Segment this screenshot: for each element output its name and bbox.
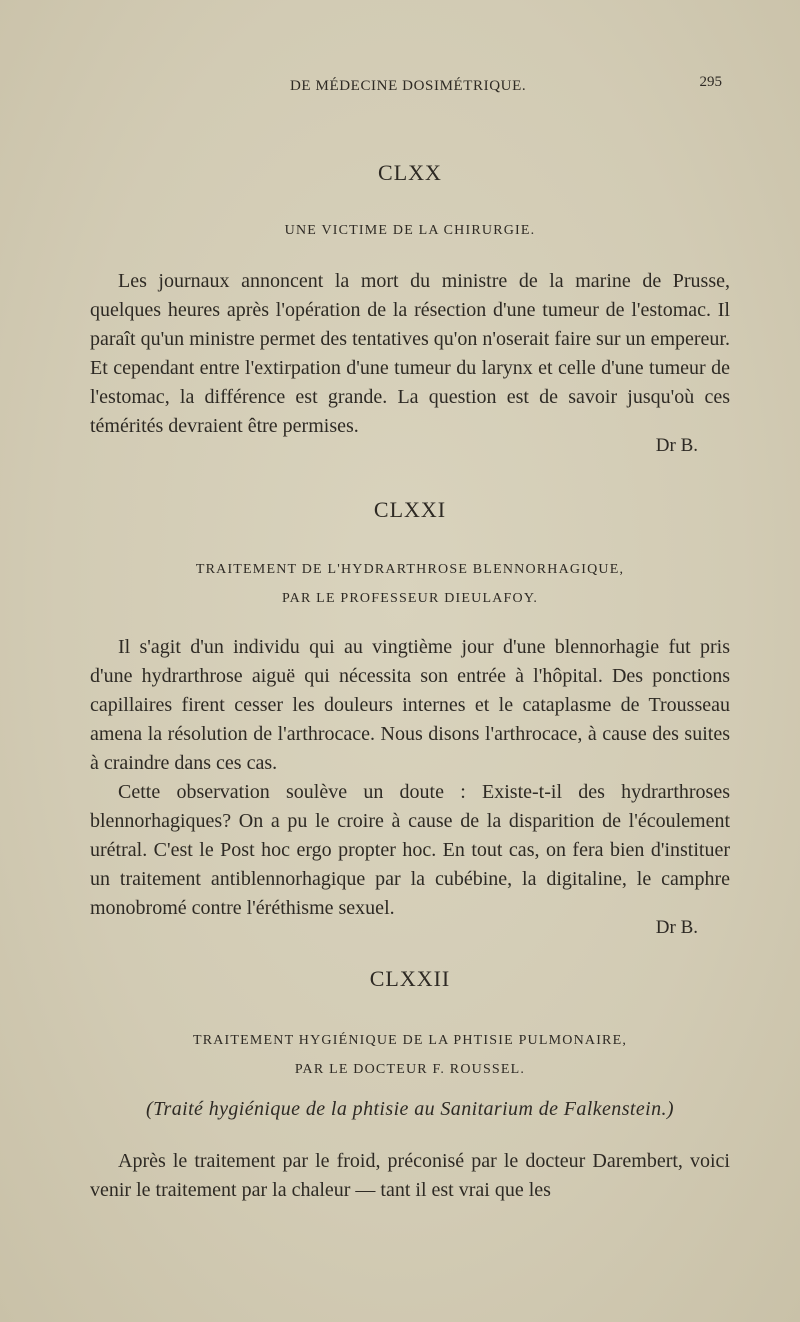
source-note: (Traité hygiénique de la phtisie au Sanitarium de Falkenstein.): [146, 1098, 674, 1120]
paragraph: Il s'agit d'un individu qui au vingtième jour d'une blennorhagie fut pris d'une hydrarthrose aiguë qui nécessita son entrée à l'hôpital. Des ponctions capillaires firent cesser les douleurs internes et le cataplasme de Trousseau amena la résolution de l'arthrocace. Nous disons l'arthrocace, à cause des suites à craindre dans ces cas.: [90, 636, 730, 774]
section-heading-line-1: TRAITEMENT DE L'HYDRARTHROSE BLENNORHAGIQUE,: [195, 562, 625, 577]
paragraph: Les journaux annoncent la mort du ministre de la marine de Prusse, quelques heures après l'opération de la résection d'une tumeur de l'estomac. Il paraît qu'un ministre permet des tentatives qu'on n'oserait faire sur un empereur. Et cependant entre l'extirpation d'une tumeur du larynx et celle d'une tumeur de l'estomac, la différence est grande. La question est de savoir jusqu'où ces témérités devraient être permises.: [90, 270, 730, 437]
section-clxx: [90, 160, 730, 457]
signature: Dr B.: [655, 917, 698, 938]
section-heading-line-1: TRAITEMENT HYGIÉNIQUE DE LA PHTISIE PULMONAIRE,: [192, 1033, 628, 1048]
section-heading: UNE VICTIME DE LA CHIRURGIE.: [284, 223, 536, 238]
section-heading-line-2: PAR LE PROFESSEUR DIEULAFOY.: [281, 591, 539, 606]
paragraph: Après le traitement par le froid, préconisé par le docteur Darembert, voici venir le traitement par la chaleur — tant il est vrai que les: [90, 1150, 730, 1201]
section-clxxii: [90, 966, 730, 1205]
section-heading-line-2: PAR LE DOCTEUR F. ROUSSEL.: [294, 1062, 526, 1077]
section-clxxi: [90, 497, 730, 939]
paragraph: Cette observation soulève un doute : Existe-t-il des hydrarthroses blennorhagiques? On a pu le croire à cause de la disparition de l'écoulement urétral. C'est le Post hoc ergo propter hoc. En tout cas, on fera bien d'instituer un traitement antiblennorhagique par la cubébine, la digitaline, le camphre monobromé contre l'éréthisme sexuel.: [90, 781, 730, 919]
section-numeral: CLXXII: [369, 966, 451, 991]
section-numeral: CLXXI: [373, 497, 447, 522]
running-head: [90, 74, 730, 102]
page-number: 295: [699, 74, 722, 90]
signature: Dr B.: [655, 435, 698, 456]
section-numeral: CLXX: [378, 160, 442, 185]
running-title: DE MÉDECINE DOSIMÉTRIQUE.: [290, 78, 527, 94]
